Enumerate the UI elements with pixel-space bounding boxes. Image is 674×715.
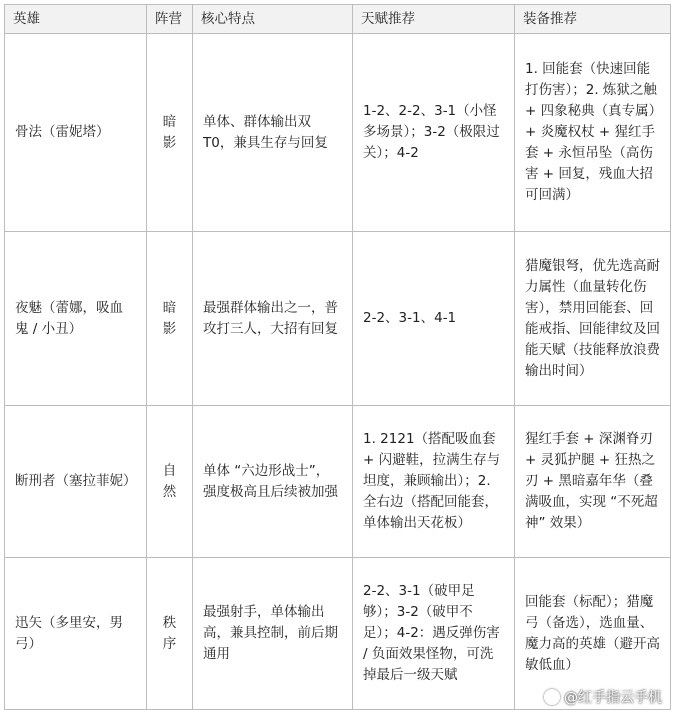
hero-gear: 1. 回能套（快速回能打伤害）；2. 炼狱之触 + 四象秘典（真专属）+ 炎魔权杖 + 猩红手套 + 永恒吊坠（高伤害 + 回复，残血大招可回满） xyxy=(515,34,671,232)
hero-traits: 单体 “六边形战士”，强度极高且后续被加强 xyxy=(193,406,353,558)
hero-name: 断刑者（塞拉菲妮） xyxy=(5,406,147,558)
hero-traits: 最强射手，单体输出高，兼具控制，前后期通用 xyxy=(193,558,353,710)
hero-name: 夜魅（蕾娜，吸血鬼 / 小丑） xyxy=(5,232,147,406)
brand-icon xyxy=(544,689,560,705)
hero-gear: 猎魔银弩，优先选高耐力属性（血量转化伤害），禁用回能套、回能戒指、回能律纹及回能天赋（技能释放浪费输出时间） xyxy=(515,232,671,406)
header-talents: 天赋推荐 xyxy=(353,5,515,34)
table-header-row xyxy=(5,5,671,34)
table-row xyxy=(5,406,671,558)
hero-faction: 秩序 xyxy=(147,558,193,710)
header-hero: 英雄 xyxy=(5,5,147,34)
watermark-text: @红手指云手机 xyxy=(564,690,662,706)
watermark xyxy=(544,687,662,707)
header-traits: 核心特点 xyxy=(193,5,353,34)
hero-traits: 单体、群体输出双 T0，兼具生存与回复 xyxy=(193,34,353,232)
table-row xyxy=(5,34,671,232)
hero-faction: 暗影 xyxy=(147,232,193,406)
hero-talents: 1. 2121（搭配吸血套 + 闪避鞋，拉满生存与坦度，兼顾输出）；2. 全右边（搭配回能套，单体输出天花板） xyxy=(353,406,515,558)
hero-table xyxy=(4,4,671,710)
header-gear: 装备推荐 xyxy=(515,5,671,34)
table-row xyxy=(5,232,671,406)
hero-traits: 最强群体输出之一，普攻打三人，大招有回复 xyxy=(193,232,353,406)
hero-talents: 2-2、3-1、4-1 xyxy=(353,232,515,406)
hero-gear: 回能套（标配）；猎魔弓（备选），选血量、魔力高的英雄（避开高敏低血） xyxy=(515,558,671,710)
hero-talents: 1-2、2-2、3-1（小怪多场景）；3-2（极限过关）；4-2 xyxy=(353,34,515,232)
hero-name: 迅矢（多里安，男弓） xyxy=(5,558,147,710)
hero-faction: 自然 xyxy=(147,406,193,558)
hero-name: 骨法（雷妮塔） xyxy=(5,34,147,232)
hero-gear: 猩红手套 + 深渊脊刃 + 灵狐护腿 + 狂热之刃 + 黑暗嘉年华（叠满吸血，实现 “不死超神” 效果） xyxy=(515,406,671,558)
hero-faction: 暗影 xyxy=(147,34,193,232)
header-faction: 阵营 xyxy=(147,5,193,34)
hero-talents: 2-2、3-1（破甲足够）；3-2（破甲不足）；4-2：遇反弹伤害 / 负面效果怪物，可洗掉最后一级天赋 xyxy=(353,558,515,710)
